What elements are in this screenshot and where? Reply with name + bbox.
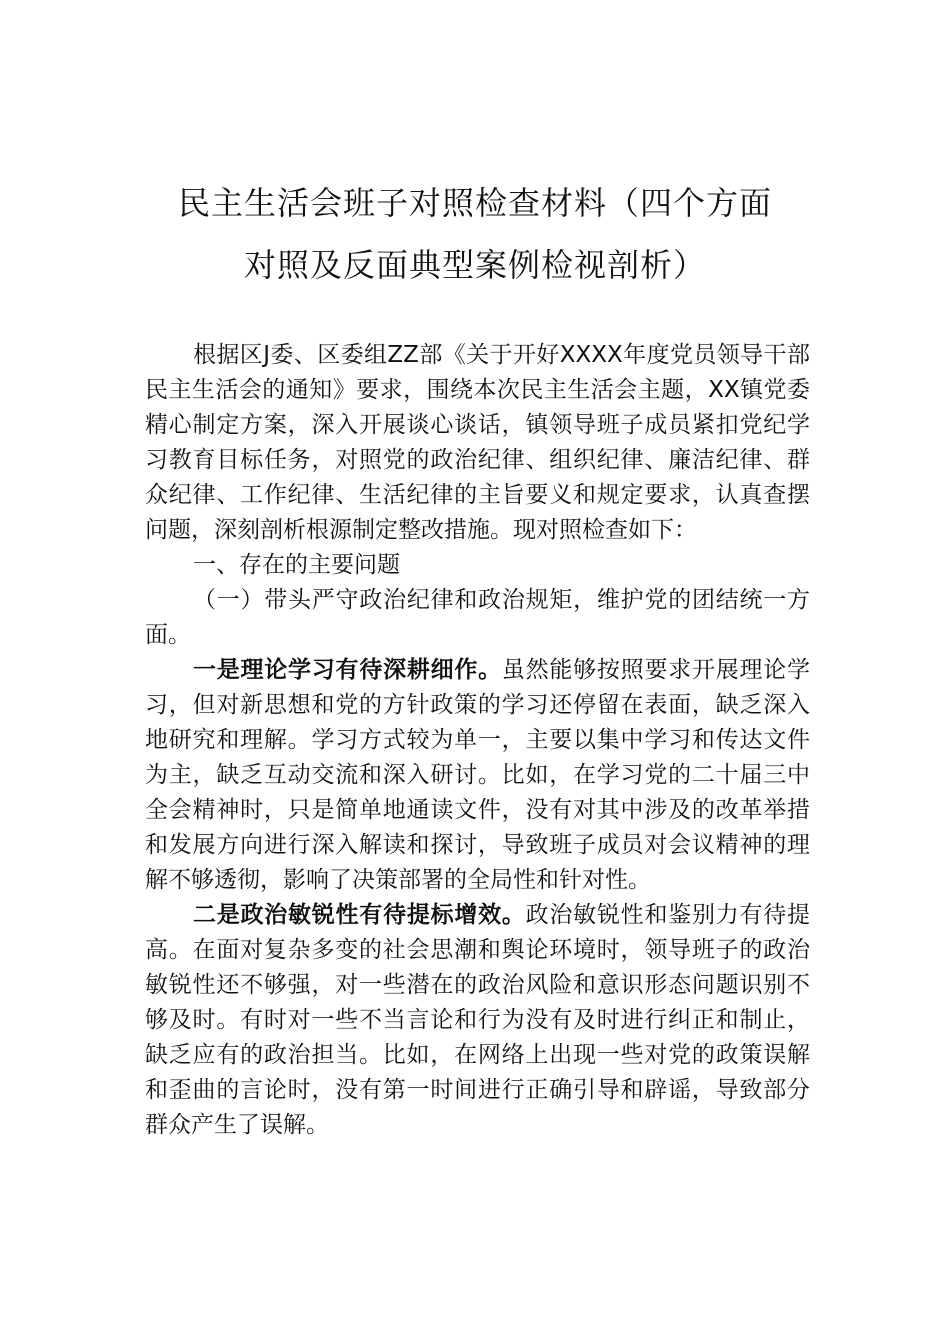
point-paragraph-2 (145, 898, 810, 1143)
point-paragraph-1 (145, 653, 810, 898)
section-heading-1: 一、存在的主要问题 (193, 552, 400, 578)
title-line-2: 对照及反面典型案例检视剖析） (243, 246, 706, 284)
intro-paragraph: 根据区J委、区委组ZZ部《关于开好XXXX年度党员领导干部民主生活会的通知》要求，围绕本次民主生活会主题，XX镇党委精心制定方案，深入开展谈心谈话，镇领导班子成员紧扣党纪学习教育目标任务，对照党的政治纪律、组织纪律、廉洁纪律、群众纪律、工作纪律、生活纪律的主旨要义和规定要求，认真查摆问题，深刻剖析根源制定整改措施。现对照检查如下： (145, 342, 810, 543)
point-2-lead: 二是政治敏锐性有待提标增效。 (193, 902, 526, 928)
point-1-body: 虽然能够按照要求开展理论学习，但对新思想和党的方针政策的学习还停留在表面，缺乏深入地研究和理解。学习方式较为单一，主要以集中学习和传达文件为主，缺乏互动交流和深入研讨。比如，在学习党的二十届三中全会精神时，只是简单地通读文件，没有对其中涉及的改革举措和发展方向进行深入解读和探讨，导致班子成员对会议精神的理解不够透彻，影响了决策部署的全局性和针对性。 (145, 657, 811, 893)
title-line-1: 民主生活会班子对照检查材料（四个方面 (177, 184, 772, 222)
point-1-lead: 一是理论学习有待深耕细作。 (193, 657, 502, 683)
document-title (120, 172, 830, 296)
subsection-heading-1: （一）带头严守政治纪律和政治规矩，维护党的团结统一方面。 (145, 587, 810, 648)
point-2-body: 政治敏锐性和鉴别力有待提高。在面对复杂多变的社会思潮和舆论环境时，领导班子的政治敏锐性还不够强，对一些潜在的政治风险和意识形态问题识别不够及时。有时对一些不当言论和行为没有及时进行纠正和制止，缺乏应有的政治担当。比如，在网络上出现一些对党的政策误解和歪曲的言论时，没有第一时间进行正确引导和辟谣，导致部分群众产生了误解。 (145, 902, 811, 1138)
document-body (145, 338, 810, 1143)
